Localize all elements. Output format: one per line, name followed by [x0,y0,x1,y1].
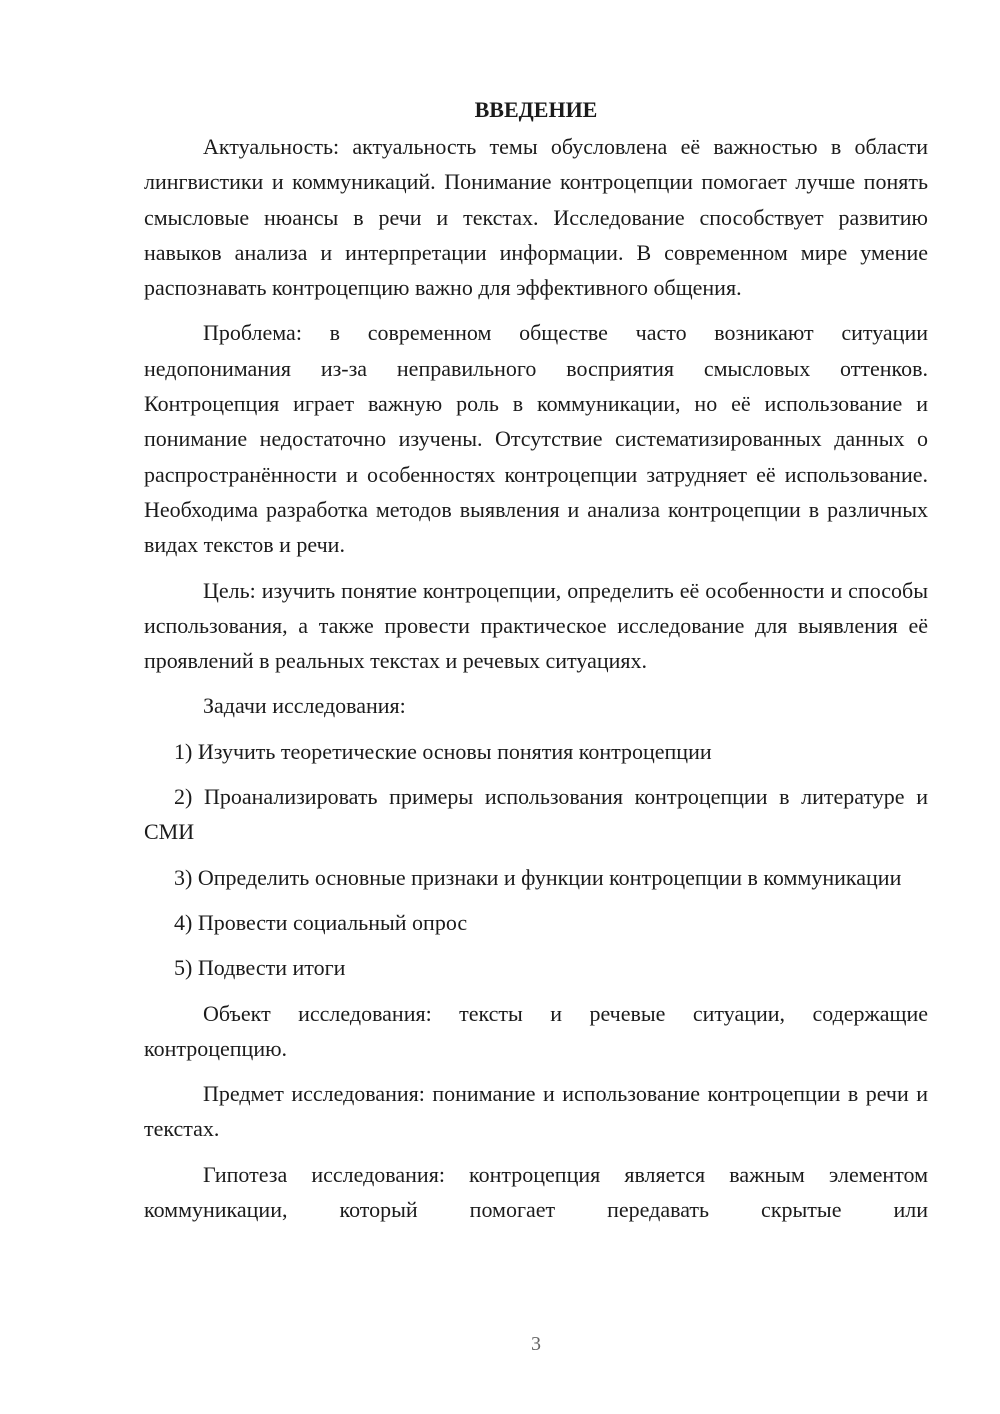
task-item-5: 5) Подвести итоги [174,955,346,981]
document-page [144,92,928,1237]
subject-paragraph: Предмет исследования: понимание и использование контроцепции в речи и текстах. [144,1081,928,1142]
page-number: 3 [531,1333,541,1355]
tasks-heading: Задачи исследования: [203,693,406,719]
object-paragraph: Объект исследования: тексты и речевые ситуации, содержащие контроцепцию. [144,1000,928,1061]
hypothesis-paragraph: Гипотеза исследования: контроцепция является важным элементом коммуникации, который помогает передавать скрытые или [144,1161,928,1223]
section-heading: ВВЕДЕНИЕ [474,97,598,122]
task-item-4: 4) Провести социальный опрос [174,909,468,935]
goal-paragraph: Цель: изучить понятие контроцепции, определить её особенности и способы использования, а также провести практическое исследование для выявления её проявлений в реальных текстах и речевых ситуациях. [144,577,928,674]
task-item-2: 2) Проанализировать примеры использования контроцепции в литературе и СМИ [144,784,928,845]
task-item-1: 1) Изучить теоретические основы понятия контроцепции [174,738,712,764]
task-item-3: 3) Определить основные признаки и функции контроцепции в коммуникации [174,864,902,890]
relevance-paragraph: Актуальность: актуальность темы обусловлена её важностью в области лингвистики и коммуникаций. Понимание контроцепции помогает лучше понять смысловые нюансы в речи и текстах. Исследование способствует развитию навыков анализа и интерпретации информации. В современном мире умение распознавать контроцепцию важно для эффективного общения. [144,134,928,301]
problem-paragraph: Проблема: в современном обществе часто возникают ситуации недопонимания из-за неправильного восприятия смысловых оттенков. Контроцепция играет важную роль в коммуникации, но её использование и понимание недостаточно изучены. Отсутствие систематизированных данных о распространённости и особенностях контроцепции затрудняет её использование. Необходима разработка методов выявления и анализа контроцепции в различных видах текстов и речи. [144,320,928,558]
